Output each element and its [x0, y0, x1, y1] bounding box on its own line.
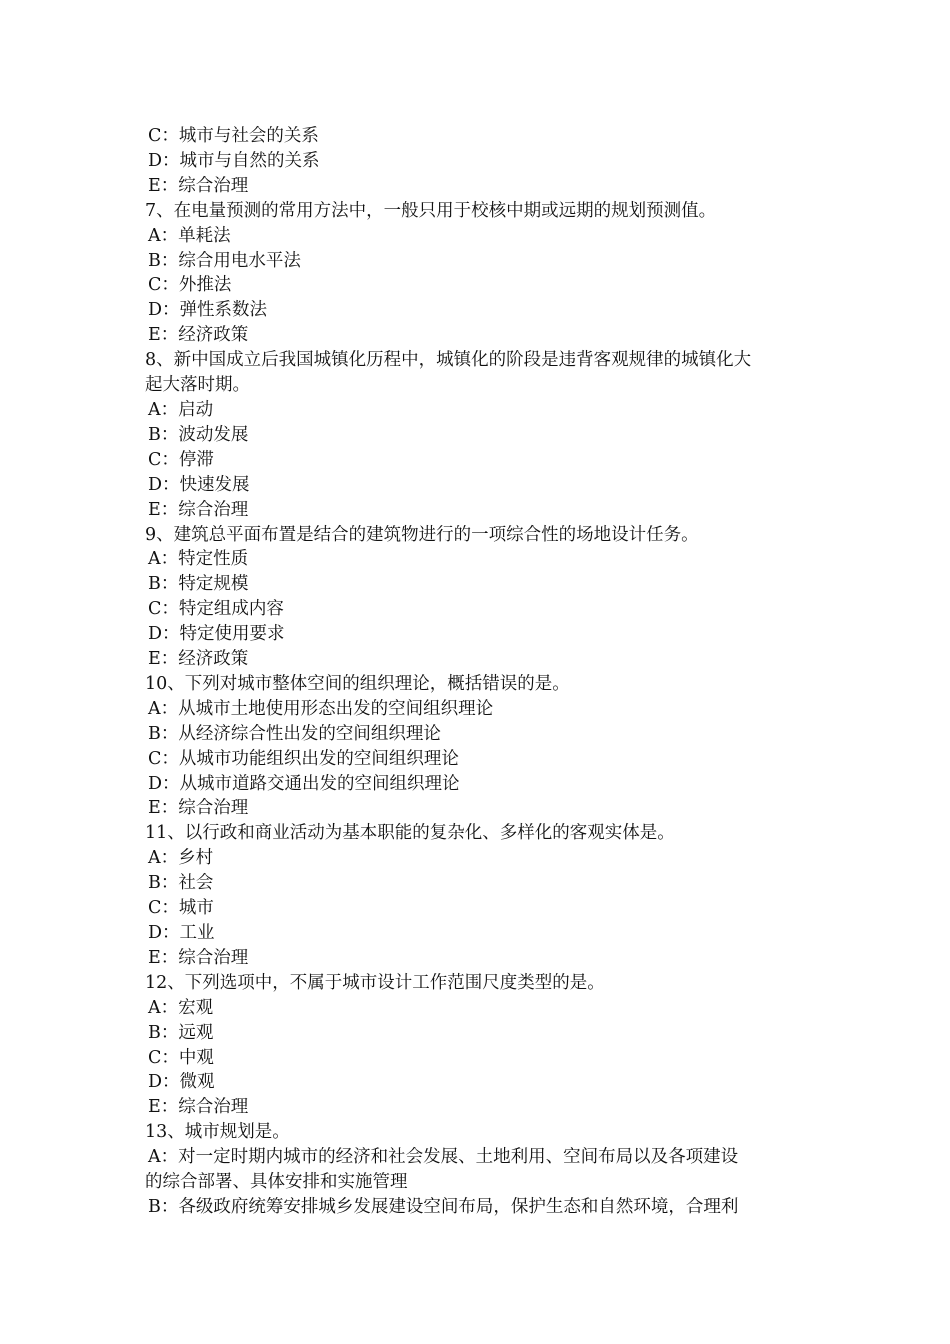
answer-option-line: A：从城市土地使用形态出发的空间组织理论	[148, 698, 494, 719]
answer-option-line: E：综合治理	[148, 499, 249, 520]
answer-option-line: B：综合用电水平法	[148, 250, 301, 271]
answer-option-line: E：综合治理	[148, 798, 249, 819]
answer-option-line: E：经济政策	[148, 325, 249, 346]
question-text-line: 起大落时期。	[145, 375, 250, 396]
answer-option-line: B：远观	[148, 1022, 214, 1043]
question-text-line: 12、下列选项中，不属于城市设计工作范围尺度类型的是。	[145, 972, 605, 993]
answer-option-line: B：社会	[148, 873, 214, 894]
answer-option-line: C：城市与社会的关系	[148, 126, 319, 146]
answer-option-line: B：波动发展	[148, 424, 249, 445]
answer-option-line: A：单耗法	[148, 225, 231, 246]
answer-option-line: C：中观	[148, 1047, 214, 1068]
answer-option-line: C：外推法	[148, 275, 232, 296]
answer-option-line: E：综合治理	[148, 1097, 249, 1118]
answer-option-line: C：特定组成内容	[148, 599, 284, 620]
answer-option-line: D：工业	[148, 923, 215, 943]
answer-option-line: C：停滞	[148, 449, 214, 470]
answer-option-line: D：微观	[148, 1072, 215, 1093]
question-text-line: 8、新中国成立后我国城镇化历程中，城镇化的阶段是违背客观规律的城镇化大	[145, 350, 752, 371]
question-text-line: 10、下列对城市整体空间的组织理论，概括错误的是。	[145, 673, 570, 694]
answer-option-line: A：启动	[148, 399, 214, 420]
answer-option-line: C：从城市功能组织出发的空间组织理论	[148, 748, 459, 769]
answer-option-line: B：从经济综合性出发的空间组织理论	[148, 723, 441, 744]
document-body	[145, 124, 810, 1220]
answer-option-line: D：城市与自然的关系	[148, 150, 320, 171]
answer-option-line: E：综合治理	[148, 947, 249, 968]
answer-option-line: B：各级政府统筹安排城乡发展建设空间布局，保护生态和自然环境，合理利	[148, 1196, 739, 1217]
answer-option-line: D：弹性系数法	[148, 300, 268, 321]
question-text-line: 9、建筑总平面布置是结合的建筑物进行的一项综合性的场地设计任务。	[145, 524, 699, 545]
answer-option-line: D：快速发展	[148, 474, 250, 495]
question-text-line: 的综合部署、具体安排和实施管理	[145, 1172, 408, 1193]
answer-option-line: A：特定性质	[148, 549, 249, 570]
question-text-line: 11、以行政和商业活动为基本职能的复杂化、多样化的客观实体是。	[145, 823, 675, 844]
answer-option-line: D：从城市道路交通出发的空间组织理论	[148, 773, 460, 794]
question-text-line: 13、城市规划是。	[145, 1122, 290, 1143]
answer-option-line: A：宏观	[148, 997, 214, 1018]
answer-option-line: A：乡村	[148, 848, 214, 869]
answer-option-line: A：对一定时期内城市的经济和社会发展、土地利用、空间布局以及各项建设	[148, 1147, 739, 1168]
answer-option-line: C：城市	[148, 898, 214, 919]
question-text-line: 7、在电量预测的常用方法中，一般只用于校核中期或远期的规划预测值。	[145, 200, 717, 221]
answer-option-line: B：特定规模	[148, 574, 249, 595]
answer-option-line: E：综合治理	[148, 175, 249, 196]
answer-option-line: E：经济政策	[148, 649, 249, 670]
answer-option-line: D：特定使用要求	[148, 624, 285, 645]
